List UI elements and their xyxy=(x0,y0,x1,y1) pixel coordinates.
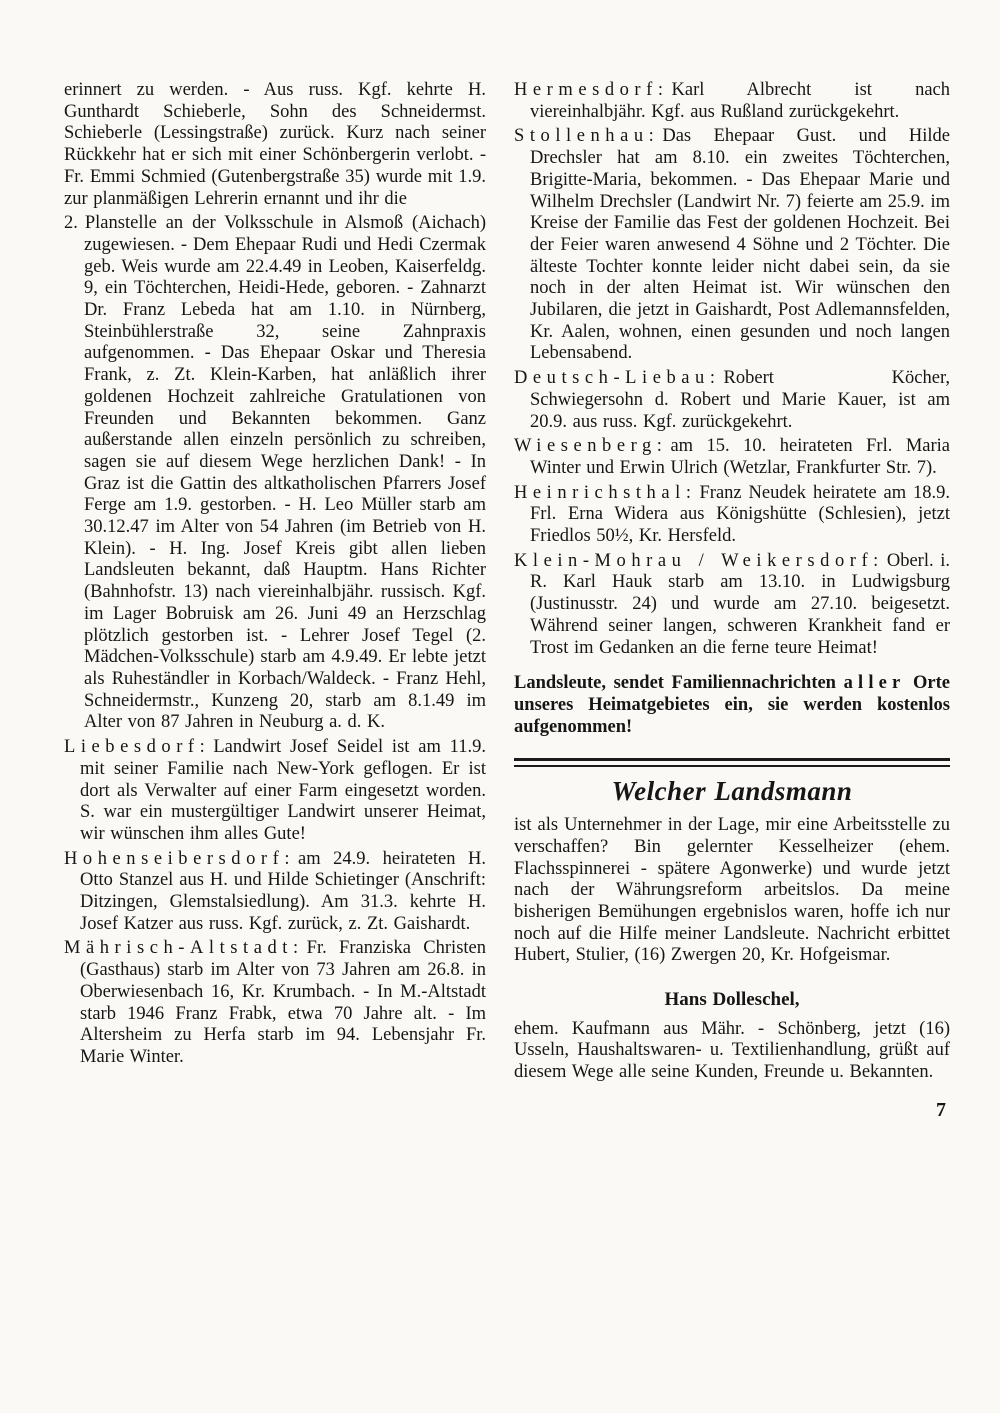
entry-liebesdorf xyxy=(64,737,486,846)
numbered-continuation-paragraph xyxy=(64,213,486,734)
divider-rule-thick xyxy=(514,758,950,761)
entry-text: Karl Albrecht ist nach viereinhalbjähr. Kgf. aus Rußland zurückgekehrt. xyxy=(530,80,950,122)
entry-deutsch-liebau xyxy=(514,368,950,433)
entry-heading: Wiesenberg: xyxy=(514,436,668,457)
editorial-notice xyxy=(514,673,950,738)
entry-heading: Hermesdorf: xyxy=(514,80,669,100)
greeting-name: Hans Dolleschel, xyxy=(664,989,800,1011)
entry-heading: Stollenhau: xyxy=(514,126,660,147)
entry-heading: Deutsch-Liebau: xyxy=(514,368,721,389)
entry-heading: Liebesdorf: xyxy=(64,737,211,758)
entry-text: Fr. Franziska Christen (Gasthaus) starb im Alter von 73 Jahren am 26.8. in Oberwiesenbach 16, Kr. Krumbach. - In M.-Altstadt starb 1946 Franz Frabk, etwa 70 Jahre alt. - Im Altersheim zu Herfa starb im 94. Lebensjahr Fr. Marie Winter. xyxy=(80,938,486,1067)
entry-text: am 15. 10. heirateten Frl. Maria Winter und Erwin Ulrich (Wetzlar, Frankfurter Str. 7). xyxy=(530,436,950,478)
entry-stollenhau xyxy=(514,126,950,365)
entry-klein-mohrau-weikersdorf xyxy=(514,551,950,660)
entry-hohenseibersdorf xyxy=(64,849,486,936)
page-number: 7 xyxy=(936,1098,946,1121)
entry-hermesdorf xyxy=(514,80,950,123)
two-column-layout xyxy=(64,80,950,1125)
entry-heading: Mährisch-Altstadt: xyxy=(64,938,304,959)
greeting-text: ehem. Kaufmann aus Mähr. - Schönberg, jetzt (16) Usseln, Haushaltswaren- u. Textilienhandlung, grüßt auf diesem Wege alle seine Kunden, Freunde u. Bekannten. xyxy=(514,1018,950,1083)
section-divider xyxy=(514,758,950,767)
notice-text-part2: Orte unseres Heimatgebietes ein, sie werden kostenlos aufgenommen! xyxy=(514,673,951,737)
divider-rule-thin xyxy=(514,765,950,767)
entry-heinrichsthal xyxy=(514,483,950,548)
entry-text: Das Ehepaar Gust. und Hilde Drechsler hat am 8.10. ein zweites Töchterchen, Brigitte-Maria, bekommen. - Das Ehepaar Marie und Wilhelm Drechsler (Landwirt Nr. 7) feierte am 25.9. im Kreise der Familie das Fest der goldenen Hochzeit. Bei der Feier waren anwesend 4 Söhne und 2 Töchter. Die älteste Tochter konnte leider nicht dabei sein, da sie noch in der alten Heimat ist. Wir wünschen den Jubilaren, die jetzt in Gaishardt, Post Adlemannsfelden, Kr. Aalen, wohnen, einen gesunden und noch langen Lebensabend. xyxy=(530,126,950,364)
entry-wiesenberg xyxy=(514,436,950,479)
entry-text: Landwirt Josef Seidel ist am 11.9. mit seiner Familie nach New-York geflogen. Er ist dort als Verwalter auf einer Farm eingesetzt worden. S. war ein mustergültiger Landwirt unserer Heimat, wir wünschen ihm alles Gute! xyxy=(80,737,486,844)
list-marker: 2. xyxy=(64,213,78,234)
entry-heading: Klein-Mohrau / Weikersdorf: xyxy=(514,550,884,571)
entry-text: Oberl. i. R. Karl Hauk starb am 13.10. in Ludwigsburg (Justinusstr. 24) und wurde am 27.10. beigesetzt. Während seiner langen, schweren Krankheit fand er Trost im Gedanken an die ferne teure Heimat! xyxy=(530,550,950,658)
entry-text: Franz Neudek heiratete am 18.9. Frl. Erna Widera aus Königshütte (Schlesien), jetzt Friedlos 50½, Kr. Hersfeld. xyxy=(530,482,950,547)
entry-text: Robert Köcher, Schwiegersohn d. Robert und Marie Kauer, ist am 20.9. aus russ. Kgf. zurückgekehrt. xyxy=(530,368,950,432)
intro-paragraph: erinnert zu werden. - Aus russ. Kgf. kehrte H. Gunthardt Schieberle, Sohn des Schneidermst. Schieberle (Lessingstraße) zurück. Kurz nach seiner Rückkehr hat er sich mit einer Schönbergerin verlobt. - Fr. Emmi Schmied (Gutenbergstraße 35) wurde mit 1.9. zur planmäßigen Lehrerin ernannt und ihr die xyxy=(64,80,486,209)
notice-spaced-word: aller xyxy=(843,673,906,694)
notice-text-part1: Landsleute, sendet Familiennachrichten xyxy=(514,673,844,694)
paragraph-text: Planstelle an der Volksschule in Alsmoß (Aichach) zugewiesen. - Dem Ehepaar Rudi und Hedi Czermak geb. Weis wurde am 22.4.49 in Leoben, Kaiserfeldg. 9, ein Töchterchen, Heidi-Hede, geboren. - Zahnarzt Dr. Franz Lebeda hat am 1.10. in Nürnberg, Steinbühlerstraße 32, seine Zahnpraxis aufgenommen. - Das Ehepaar Oskar und Theresia Frank, z. Zt. Klein-Karben, hat anläßlich ihrer goldenen Hochzeit zahlreiche Gratulationen von Freunden und Bekannten bekommen. Ganz außerstande allen einzeln persönlich zu schreiben, sagen sie auf diesem Wege herzlichen Dank! - In Graz ist die Gattin des altkatholischen Pfarrers Josef Ferge am 1.9. gestorben. - H. Leo Müller starb am 30.12.47 im Alter von 54 Jahren (im Betrieb von H. Klein). - H. Ing. Josef Kreis gibt allen lieben Landsleuten bekannt, daß Hauptm. Hans Richter (Bahnhofstr. 13) nach viereinhalbjähr. russisch. Kgf. im Lager Bobruisk am 26. Juni 49 an Herzschlag plötzlich gestorben ist. - Lehrer Josef Tegel (2. Mädchen-Volksschule) starb am 4.9.49. Er lebte jetzt als Ruheständler in Korbach/Waldeck. - Franz Hehl, Schneidermstr., Kunzeng 20, starb am 8.1.49 im Alter von 87 Jahren in Neuburg a. d. K. xyxy=(84,213,486,733)
entry-text: am 24.9. heirateten H. Otto Stanzel aus H. und Hilde Schietinger (Anschrift: Ditzingen, Glemstalsiedlung). Am 31.3. kehrte H. Josef Katzer aus russ. Kgf. zurück, z. Zt. Gaishardt. xyxy=(80,848,486,934)
left-column xyxy=(64,80,486,1125)
entry-heading: Hohenseibersdorf: xyxy=(64,848,296,869)
entry-maehrisch-altstadt xyxy=(64,938,486,1068)
ad-text: ist als Unternehmer in der Lage, mir eine Arbeitsstelle zu verschaffen? Bin gelernter Kesselheizer (ehem. Flachsspinnerei - spätere Agonwerke) und wurde jetzt nach der Währungsreform arbeitslos. Da meine bisherigen Bemühungen ergebnislos waren, hoffe ich nur noch auf die Hilfe meiner Landsleute. Nachricht erbittet Hubert, Stulier, (16) Zwergen 20, Kr. Hofgeismar. xyxy=(514,815,950,966)
entry-heading: Heinrichsthal: xyxy=(514,482,697,503)
right-column xyxy=(514,80,950,1125)
ad-title: Welcher Landsmann xyxy=(611,776,853,807)
